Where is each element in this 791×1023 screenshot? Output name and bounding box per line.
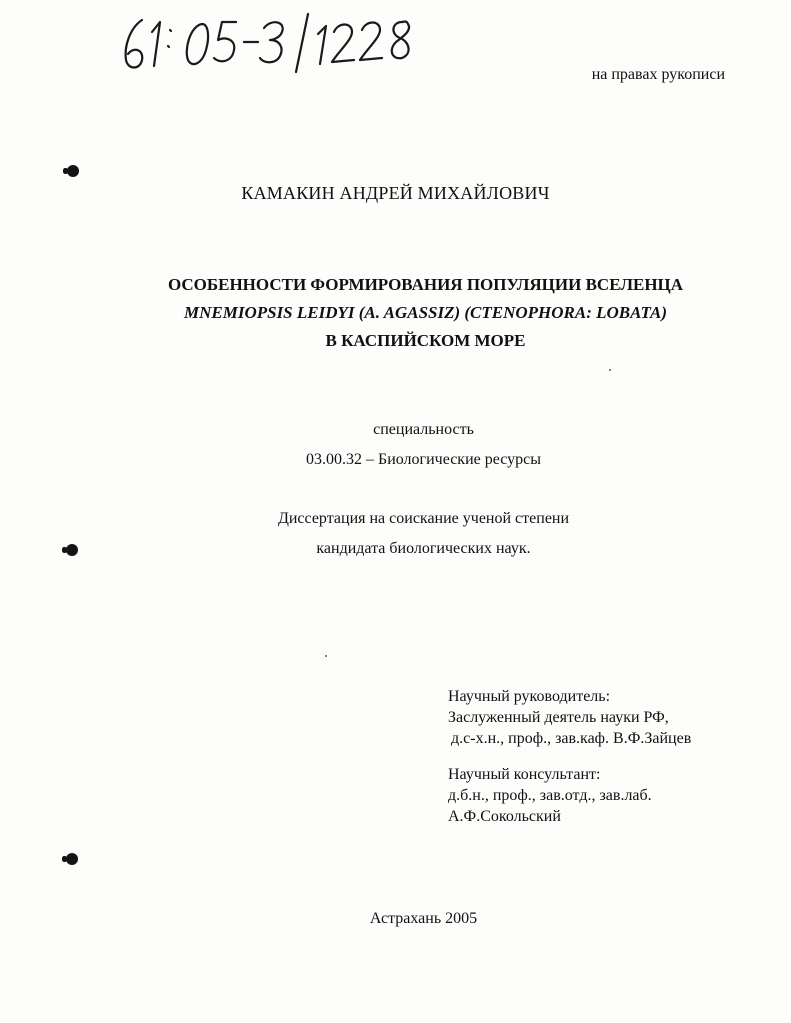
title-line: В КАСПИЙСКОМ МОРЕ [325,331,526,350]
degree-line: кандидата биологических наук. [316,540,531,557]
title-line: ОСОБЕННОСТИ ФОРМИРОВАНИЯ ПОПУЛЯЦИИ ВСЕЛЕНЦА [167,275,684,294]
supervisor-block [448,686,691,749]
title-line-species: MNEMIOPSIS LEIDYI (A. AGASSIZ) (CTENOPHORA: LOBATA) [183,303,667,322]
consultant-line: А.Ф.Сокольский [448,808,561,825]
handwritten-code [112,6,492,76]
handwritten-code-drawing [112,6,492,76]
supervisor-line: д.с-х.н., проф., зав.каф. В.Ф.Зайцев [451,730,692,747]
rights-note: на правах рукописи [591,66,725,83]
specialty-label: специальность [373,421,474,438]
scan-speck [325,655,327,657]
punch-hole-mark [66,853,78,865]
punch-hole-mark [67,165,79,177]
degree-line: Диссертация на соискание ученой степени [277,510,570,527]
author-name: КАМАКИН АНДРЕЙ МИХАЙЛОВИЧ [241,183,550,203]
city-year: Астрахань 2005 [369,910,478,927]
specialty-code: 03.00.32 – Биологические ресурсы [306,451,541,468]
consultant-heading: Научный консультант: [448,766,601,783]
consultant-block [448,764,652,827]
scan-speck [609,369,611,371]
consultant-line: д.б.н., проф., зав.отд., зав.лаб. [448,787,652,804]
supervisor-heading: Научный руководитель: [448,688,611,705]
dissertation-title [0,271,791,355]
supervisor-line: Заслуженный деятель науки РФ, [448,709,669,726]
